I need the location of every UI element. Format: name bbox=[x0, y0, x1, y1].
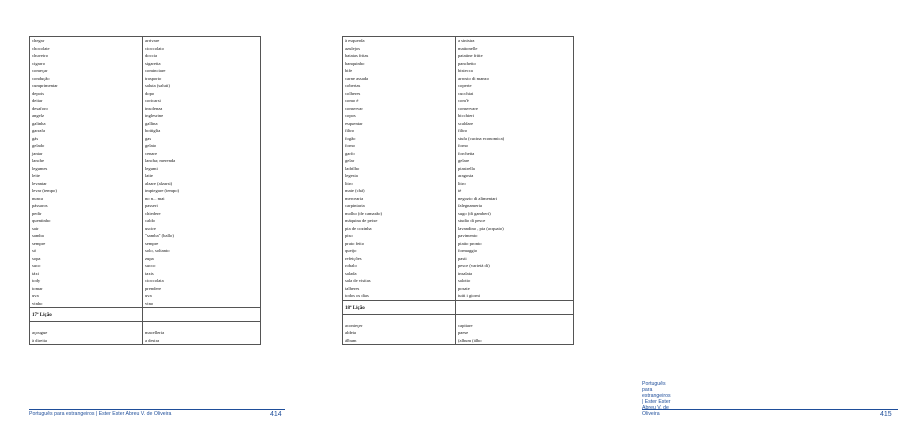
italian-word: cominciare bbox=[145, 68, 166, 73]
portuguese-word: banquinho bbox=[345, 60, 365, 66]
italian-word: vino bbox=[145, 300, 154, 306]
italian-word: forchetta bbox=[458, 150, 475, 156]
table-row bbox=[343, 37, 574, 301]
lesson-title-row bbox=[30, 308, 261, 322]
portuguese-word: sopa bbox=[32, 255, 41, 261]
italian-word: formaggio bbox=[458, 248, 478, 253]
italian-word: posate bbox=[458, 285, 470, 291]
portuguese-word: fogão bbox=[345, 135, 356, 141]
italian-word: zupa bbox=[145, 255, 154, 261]
italian-word: coperte bbox=[458, 83, 472, 88]
italian-word: filtro bbox=[458, 128, 468, 133]
portuguese-word: copos bbox=[345, 113, 356, 118]
italian-word: bistecca bbox=[458, 68, 473, 73]
portuguese-word: mate (chá) bbox=[345, 188, 365, 193]
portuguese-word: sempre bbox=[32, 240, 46, 246]
portuguese-word: tody bbox=[32, 278, 41, 283]
italian-word: scaldare bbox=[458, 120, 474, 126]
italian-word: bicchieri bbox=[458, 113, 475, 118]
portuguese-word: chuveiro bbox=[32, 53, 49, 58]
portuguese-word: samba bbox=[32, 233, 44, 238]
left-page bbox=[0, 0, 300, 424]
portuguese-word: legumes bbox=[32, 165, 48, 171]
portuguese-word: gelar bbox=[345, 158, 355, 163]
portuguese-word: açougue bbox=[32, 330, 48, 335]
italian-word: negozio di alimentari bbox=[458, 195, 498, 201]
portuguese-word: carne assada bbox=[345, 75, 369, 81]
italian-word: lancha; merenda bbox=[145, 158, 176, 163]
spacer bbox=[345, 315, 455, 322]
spacer bbox=[458, 315, 573, 322]
italian-column bbox=[143, 322, 261, 345]
portuguese-word: depois bbox=[32, 90, 44, 96]
portuguese-word: começar bbox=[32, 68, 48, 73]
portuguese-word: suco bbox=[32, 263, 41, 268]
portuguese-word: salada bbox=[345, 270, 357, 276]
italian-word: legumi bbox=[145, 165, 158, 171]
page-number: 414 bbox=[270, 411, 282, 418]
italian-word: patatine fritte bbox=[458, 53, 483, 58]
portuguese-word: quentinho bbox=[32, 218, 51, 223]
portuguese-word: litro bbox=[345, 180, 353, 186]
italian-word: bottiglia bbox=[145, 128, 161, 133]
portuguese-word: pedir bbox=[32, 210, 42, 216]
portuguese-word: garrafa bbox=[32, 128, 46, 133]
portuguese-word: chocolate bbox=[32, 45, 50, 51]
portuguese-word: ladrilho bbox=[345, 165, 360, 171]
portuguese-word: máquina de peixe bbox=[345, 218, 378, 223]
portuguese-word: pássaros bbox=[32, 203, 48, 208]
lesson-title-blank bbox=[143, 308, 261, 322]
italian-word: taxis bbox=[145, 270, 154, 276]
italian-word: insalata bbox=[458, 270, 473, 276]
italian-word: saluta (saluti) bbox=[145, 83, 170, 88]
italian-word: (album (álbo bbox=[458, 337, 482, 343]
portuguese-word: à direita bbox=[32, 337, 47, 343]
italian-word: cenare bbox=[145, 150, 157, 156]
italian-word: trasporto bbox=[145, 75, 162, 81]
lesson-title: 18ª Lição bbox=[343, 300, 456, 314]
italian-word: solo, soltanto bbox=[145, 248, 170, 253]
portuguese-word: nunca bbox=[32, 195, 43, 201]
italian-word: forno bbox=[458, 143, 468, 148]
portuguese-word: queijo bbox=[345, 248, 357, 253]
portuguese-word: leite bbox=[32, 173, 40, 178]
portuguese-word: robalo bbox=[345, 263, 357, 268]
portuguese-word: vinho bbox=[32, 300, 43, 306]
portuguese-word: cumprimentar bbox=[32, 83, 58, 88]
italian-word: no n... mai bbox=[145, 195, 165, 201]
italian-word: prendere bbox=[145, 285, 162, 291]
lesson-title: 17ª Lição bbox=[30, 308, 143, 322]
italian-word: chiedere bbox=[145, 210, 161, 216]
footer-rule bbox=[642, 409, 898, 410]
page-number: 415 bbox=[880, 411, 892, 418]
italian-word: paese bbox=[458, 330, 469, 335]
right-page bbox=[300, 0, 892, 424]
portuguese-word: forno bbox=[345, 143, 355, 148]
portuguese-word: deitar bbox=[32, 98, 43, 103]
portuguese-word: uva bbox=[32, 293, 39, 298]
italian-word: inglesrine bbox=[145, 113, 164, 118]
italian-word: impiegare (tempo) bbox=[145, 188, 180, 193]
italian-column bbox=[456, 314, 574, 345]
portuguese-word: azulejos bbox=[345, 45, 361, 51]
italian-word: succo bbox=[145, 263, 156, 268]
portuguese-word: gás bbox=[32, 135, 39, 141]
italian-word: tutti i giorni bbox=[458, 293, 480, 298]
italian-word: dopo bbox=[145, 90, 155, 96]
portuguese-word: colheres bbox=[345, 90, 361, 96]
portuguese-word: condução bbox=[32, 75, 50, 81]
portuguese-word: bife bbox=[345, 68, 353, 73]
italian-word: coricarsi bbox=[145, 98, 161, 103]
italian-word: sempre bbox=[145, 240, 159, 246]
portuguese-word: chegar bbox=[32, 38, 45, 43]
portuguese-word: álbum bbox=[345, 337, 357, 343]
portuguese-word: táxi bbox=[32, 270, 39, 276]
italian-word: gas bbox=[145, 135, 152, 141]
italian-word: a sinistra bbox=[458, 38, 475, 43]
lesson-title-blank bbox=[456, 300, 574, 314]
italian-word: gelare bbox=[458, 158, 470, 163]
italian-word: cioccolata bbox=[145, 278, 164, 283]
italian-word: arrivare bbox=[145, 38, 160, 43]
spacer bbox=[32, 322, 142, 329]
italian-word: tè bbox=[458, 188, 462, 193]
portuguese-word: carpintaria bbox=[345, 203, 365, 208]
portuguese-word: prato feito bbox=[345, 240, 365, 246]
portuguese-word: cobertas bbox=[345, 83, 361, 88]
portuguese-word: tomar bbox=[32, 285, 43, 291]
portuguese-word: só bbox=[32, 248, 37, 253]
italian-word: doccia bbox=[145, 53, 157, 58]
italian-word: aragosta bbox=[458, 173, 474, 178]
italian-word: falegnameria bbox=[458, 203, 482, 208]
italian-word: sigaretta bbox=[145, 60, 161, 66]
table-row bbox=[30, 37, 261, 308]
italian-word: gallina bbox=[145, 120, 158, 126]
italian-word: macelleria bbox=[145, 330, 165, 335]
portuguese-word: esquentar bbox=[345, 120, 363, 126]
italian-word: arrosto di manzo bbox=[458, 75, 489, 81]
portuguese-word: como é bbox=[345, 98, 359, 103]
footer-text: Português para estrangeiros | Ester Ester Abreu V. de Oliveira bbox=[642, 381, 671, 417]
portuguese-word: mercearia bbox=[345, 195, 364, 201]
portuguese-word: conservar bbox=[345, 105, 363, 111]
portuguese-word: desaforo bbox=[32, 105, 48, 111]
italian-word: mattonelle bbox=[458, 45, 478, 51]
italian-word: gelato bbox=[145, 143, 157, 148]
italian-word: pesce (varietà di) bbox=[458, 263, 490, 268]
portuguese-word: filtro bbox=[345, 128, 355, 133]
italian-word: insolenza bbox=[145, 105, 163, 111]
portuguese-word: jantar bbox=[32, 150, 43, 156]
lesson-title-row bbox=[343, 300, 574, 314]
portuguese-word: batatas fritas bbox=[345, 53, 369, 58]
italian-word: pavimento bbox=[458, 233, 478, 238]
italian-word: piastrella bbox=[458, 165, 475, 171]
portuguese-word: angelz bbox=[32, 113, 44, 118]
italian-word: cucchiai bbox=[458, 90, 474, 96]
portuguese-column bbox=[30, 322, 143, 345]
portuguese-word: pia de cozinha bbox=[345, 225, 372, 231]
portuguese-word: lanche bbox=[32, 158, 44, 163]
italian-word: litro bbox=[458, 180, 466, 186]
portuguese-word: aldeia bbox=[345, 330, 356, 335]
italian-word: studio di pesce bbox=[458, 218, 486, 223]
portuguese-word: galinha bbox=[32, 120, 46, 126]
portuguese-column bbox=[343, 314, 456, 345]
table-row bbox=[343, 314, 574, 345]
portuguese-word: aconteçer bbox=[345, 322, 363, 328]
table-row bbox=[30, 322, 261, 345]
italian-column bbox=[143, 37, 261, 308]
italian-word: a destra bbox=[145, 337, 160, 343]
italian-word: pasti bbox=[458, 255, 467, 261]
portuguese-word: molho (de camarão) bbox=[345, 210, 382, 216]
italian-word: uva bbox=[145, 293, 152, 298]
portuguese-word: refeições bbox=[345, 255, 362, 261]
footer-text: Português para estrangeiros | Ester Ester Abreu V. de Oliveira bbox=[29, 411, 172, 417]
italian-word: capitare bbox=[458, 322, 473, 328]
portuguese-word: legesta bbox=[345, 173, 358, 178]
italian-word: salotto bbox=[458, 278, 471, 283]
italian-word: sugo (di gamberi) bbox=[458, 210, 491, 216]
italian-word: "samba" (ballo) bbox=[145, 233, 174, 238]
italian-word: piatto pronto bbox=[458, 240, 482, 246]
italian-column bbox=[456, 37, 574, 301]
italian-word: uscire bbox=[145, 225, 156, 231]
italian-word: stufa (cucina economica) bbox=[458, 135, 505, 141]
italian-word: conservare bbox=[458, 105, 478, 111]
portuguese-word: levantar bbox=[32, 180, 47, 186]
portuguese-column bbox=[343, 37, 456, 301]
portuguese-word: talheres bbox=[345, 285, 360, 291]
portuguese-word: garfo bbox=[345, 150, 355, 156]
portuguese-word: sair bbox=[32, 225, 39, 231]
vocabulary-table-right bbox=[342, 36, 574, 345]
italian-word: com'è bbox=[458, 98, 469, 103]
portuguese-word: gelado bbox=[32, 143, 45, 148]
portuguese-word: todos os dias bbox=[345, 293, 369, 298]
portuguese-column bbox=[30, 37, 143, 308]
italian-word: cioccolato bbox=[145, 45, 164, 51]
italian-word: panchetto bbox=[458, 60, 476, 66]
italian-word: lavandino , pia (acquaio) bbox=[458, 225, 504, 231]
portuguese-word: sala de visitas bbox=[345, 278, 371, 283]
italian-word: latte bbox=[145, 173, 153, 178]
spacer bbox=[145, 322, 260, 329]
italian-word: alzare (alzarsi) bbox=[145, 180, 173, 186]
footer-rule bbox=[29, 409, 285, 410]
italian-word: passeri bbox=[145, 203, 158, 208]
portuguese-word: cigarro bbox=[32, 60, 46, 66]
italian-word: caldo bbox=[145, 218, 155, 223]
portuguese-word: piso bbox=[345, 233, 353, 238]
portuguese-word: à esquerda bbox=[345, 38, 365, 43]
vocabulary-table-left bbox=[29, 36, 261, 345]
portuguese-word: levar (tempo) bbox=[32, 188, 57, 193]
